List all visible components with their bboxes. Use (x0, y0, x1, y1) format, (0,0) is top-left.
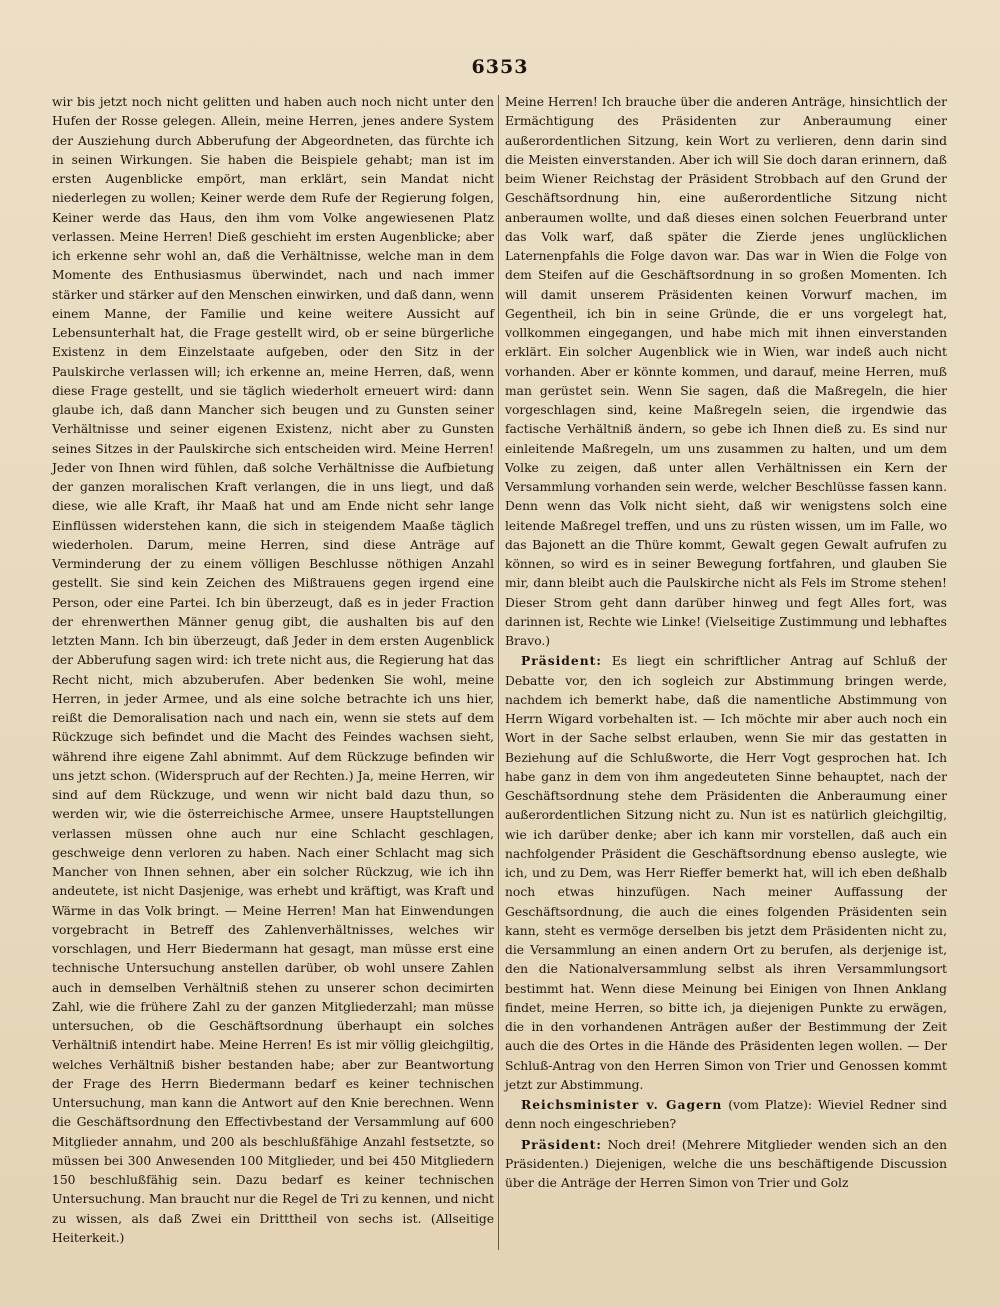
left-paragraph-1: wir bis jetzt noch nicht gelitten und haben auch noch nicht unter den Hufen der Rosse gelegen. Allein, meine Herren, jenes andere System der Ausziehung durch Abberufung der Abgeordneten, das fürchte ich in seinen Wirkungen. Sie haben die Beispiele gehabt; man ist im ersten Augenblicke empört, man erklärt, sein Mandat nicht niederlegen zu wollen; Keiner werde dem Rufe der Regierung folgen, Keiner werde das Haus, den ihm vom Volke angewiesenen Platz verlassen. Meine Herren! Dieß geschieht im ersten Augenblicke; aber ich erkenne sehr wohl an, daß die Verhältnisse, welche man in dem Momente des Enthusiasmus überwindet, nach und nach immer stärker und stärker auf den Menschen einwirken, und daß dann, wenn einem Manne, der Familie und keine weitere Aussicht auf Lebensunterhalt hat, die Frage gestellt wird, ob er seine bürgerliche Existenz in dem Einzelstaate aufgeben, oder den Sitz in der Paulskirche verlassen will; ich erkenne an, meine Herren, daß, wenn diese Frage gestellt, und sie täglich wiederholt erneuert wird: dann glaube ich, daß dann Mancher sich beugen und zu Gunsten seiner Verhältnisse und seiner eigenen Existenz, nicht aber zu Gunsten seines Sitzes in der Paulskirche sich entscheiden wird. Meine Herren! Jeder von Ihnen wird fühlen, daß solche Verhältnisse die Aufbietung der ganzen moralischen Kraft verlangen, die in uns liegt, und daß diese, wie alle Kraft, ihr Maaß hat und am Ende nicht sehr lange Einflüssen widerstehen kann, die sich in steigendem Maaße täglich wiederholen. Darum, meine Herren, sind diese Anträge auf Verminderung der zu einem völligen Beschlusse nöthigen Anzahl gestellt. Sie sind kein Zeichen des Mißtrauens gegen irgend eine Person, oder eine Partei. Ich bin überzeugt, daß es in jeder Fraction der ehrenwerthen Männer genug gibt, die aushalten bis auf den letzten Mann. Ich bin überzeugt, daß Jeder in dem ersten Augenblick der Abberufung sagen wird: ich trete nicht aus, die Regierung hat das Recht nicht, mich abzuberufen. Aber bedenken Sie wohl, meine Herren, in jeder Armee, und als eine solche betrachte ich uns hier, reißt die Demoralisation nach und nach ein, wenn sie stets auf dem Rückzuge sich befindet und die Macht des Feindes wachsen sieht, während ihre eigene Zahl abnimmt. Auf dem Rückzuge befinden wir uns jetzt schon. (Widerspruch auf der Rechten.) Ja, meine Herren, wir sind auf dem Rückzuge, und wenn wir nicht bald dazu thun, so werden wir, wie die österreichische Armee, unsere Hauptstellungen verlassen müssen ohne auch nur eine Schlacht geschlagen, geschweige denn verloren zu haben. Nach einer Schlacht mag sich Mancher von Ihnen sehnen, aber ein solcher Rückzug, wie ich ihn andeutete, ist nicht Dasjenige, was erhebt und kräftigt, was Kraft und Wärme in das Volk bringt. — Meine Herren! Man hat Einwendungen vorgebracht in Betreff des Zahlenverhältnisses, welches wir vorschlagen, und Herr Biedermann hat gesagt, man müsse erst eine technische Untersuchung anstellen darüber, ob wohl unsere Zahlen auch in demselben Verhältniß stehen zu unserer schon decimirten Zahl, wie die frühere Zahl zu der ganzen Mitgliederzahl; man müsse untersuchen, ob die Geschäftsordnung überhaupt ein solches Verhältniß intendirt habe. Meine Herren! Es ist mir völlig gleichgiltig, welches Verhältniß bisher bestanden habe; aber zur Beantwortung der Frage des Herrn Biedermann bedarf es keiner technischen Untersuchung, man kann die Antwort auf den Knie berechnen. Wenn die Geschäftsordnung den Effectivbestand der Versammlung auf 600 Mitglieder annahm, und 200 als beschlußfähige Anzahl festsetzte, so müssen bei 300 Anwesenden 100 Mitglieder, und bei 450 Mitgliedern 150 beschlußfähig sein. Dazu bedarf es keiner technischen Untersuchung. Man braucht nur die Regel de Tri zu kennen, und nicht zu wissen, als daß Zwei ein Dritttheil von sechs ist. (Allseitige Heiterkeit.) (52, 95, 494, 1245)
speaker-label: Präsident: (521, 1136, 602, 1152)
speaker-label: Reichsminister v. Gagern (521, 1097, 723, 1112)
right-paragraph-3 (505, 1095, 947, 1135)
paragraph-text: (vom Platze): Wieviel Redner sind denn noch eingeschrieben? (505, 1098, 947, 1132)
right-paragraph-1: Meine Herren! Ich brauche über die anderen Anträge, hinsichtlich der Ermächtigung des Präsidenten zur Anberaumung einer außerordentlichen Sitzung, kein Wort zu verlieren, denn darin sind die Meisten einverstanden. Aber ich will Sie doch daran erinnern, daß beim Wiener Reichstag der Präsident Strobbach auf den Grund der Geschäftsordnung hin, eine außerordentliche Sitzung nicht anberaumen wollte, und daß dieses einen solchen Feuerbrand unter das Volk warf, daß später die Zierde jenes unglücklichen Laternenpfahls die Folge davon war. Das war in Wien die Folge von dem Steifen auf die Geschäftsordnung in so großen Momenten. Ich will damit unserem Präsidenten keinen Vorwurf machen, im Gegentheil, ich bin in seine Gründe, die er uns vorgelegt hat, vollkommen eingegangen, und habe mich mit ihnen einverstanden erklärt. Ein solcher Augenblick wie in Wien, war indeß auch nicht vorhanden. Aber er könnte kommen, und darauf, meine Herren, muß man gerüstet sein. Wenn Sie sagen, daß die Maßregeln, die hier vorgeschlagen sind, keine Maßregeln seien, die irgendwie das factische Verhältniß ändern, so gebe ich Ihnen dieß zu. Es sind nur einleitende Maßregeln, um uns zusammen zu halten, und um dem Volke zu zeigen, daß unter allen Verhältnissen ein Kern der Versammlung vorhanden sein werde, welcher Beschlüsse fassen kann. Denn wenn das Volk nicht sieht, daß wir wenigstens solch eine leitende Maßregel treffen, und uns zu rüsten wissen, um im Falle, wo das Bajonett an die Thüre kommt, Gewalt gegen Gewalt aufrufen zu können, so wird es in seiner Bewegung fortfahren, und glauben Sie mir, dann bleibt auch die Paulskirche nicht als Fels im Strome stehen! Dieser Strom geht dann darüber hinweg und fegt Alles fort, was darinnen ist, Rechte wie Linke! (Vielseitige Zustimmung und lebhaftes Bravo.) (505, 95, 947, 648)
paragraph-text: Es liegt ein schriftlicher Antrag auf Schluß der Debatte vor, den ich sogleich zur Abstimmung bringen werde, nachdem ich bemerkt habe, daß die namentliche Abstimmung von Herrn Wigard vorbehalten ist. — Ich möchte mir aber auch noch ein Wort in der Sache selbst erlauben, wenn Sie mir das gestatten in Beziehung auf die Schlußworte, die Herr Vogt gesprochen hat. Ich habe ganz in dem von ihm angedeuteten Sinne behauptet, nach der Geschäftsordnung stehe dem Präsidenten die Anberaumung einer außerordentlichen Sitzung nicht zu. Nun ist es natürlich gleichgiltig, wie ich darüber denke; aber ich kann mir vorstellen, daß auch ein nachfolgender Präsident die Geschäftsordnung ebenso auslegte, wie ich, und zu Dem, was Herr Rieffer bemerkt hat, will ich eben deßhalb noch etwas hinzufügen. Nach meiner Auffassung der Geschäftsordnung, die auch die eines folgenden Präsidenten sein kann, steht es vermöge derselben bis jetzt dem Präsidenten nicht zu, die Versammlung an einen andern Ort zu berufen, als derjenige ist, den die Nationalversammlung selbst als ihren Versammlungsort bestimmt hat. Wenn diese Meinung bei Einigen von Ihnen Anklang findet, meine Herren, so bitte ich, ja diejenigen Punkte zu erwägen, die in den vorhandenen Anträgen außer der Bestimmung der Zeit auch die des Ortes in die Hände des Präsidenten legen wollen. — Der Schluß-Antrag von den Herren Simon von Trier und Genossen kommt jetzt zur Abstimmung. (505, 654, 947, 1092)
speaker-label: Präsident: (521, 653, 602, 669)
page-number: 6353 (471, 56, 529, 78)
left-column (52, 93, 494, 1248)
right-paragraph-4 (505, 1135, 947, 1194)
right-paragraph-2 (505, 651, 947, 1095)
paragraph-text: Noch drei! (Mehrere Mitglieder wenden sich an den Präsidenten.) Diejenigen, welche die uns beschäftigende Discussion über die Anträge der Herren Simon von Trier und Golz (505, 1137, 947, 1190)
right-column (505, 93, 947, 1193)
column-divider (498, 95, 499, 1250)
